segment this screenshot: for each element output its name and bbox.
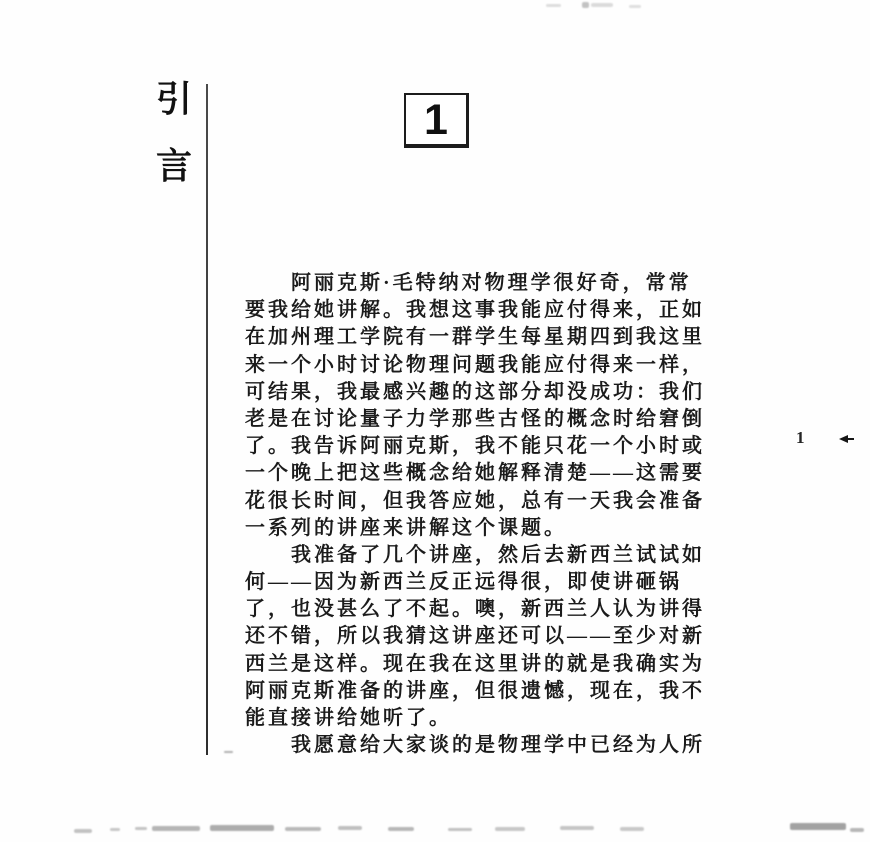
text-line: 在加州理工学院有一群学生每星期四到我这里: [245, 326, 705, 349]
scan-artifact: [546, 4, 561, 7]
text-line: 了。我告诉阿丽克斯，我不能只花一个小时或: [245, 435, 705, 458]
scan-artifact: [152, 826, 200, 831]
text-line: 我准备了几个讲座，然后去新西兰试试如: [245, 543, 705, 566]
text-line: 老是在讨论量子力学那些古怪的概念时给窘倒: [245, 407, 705, 430]
scan-artifact: [790, 823, 846, 830]
text-line: 还不错，所以我猜这讲座还可以——至少对新: [245, 625, 705, 648]
scan-artifact: [135, 827, 147, 830]
text-line: 西兰是这样。现在我在这里讲的就是我确实为: [245, 652, 705, 675]
text-line: 要我给她讲解。我想这事我能应付得来，正如: [245, 299, 705, 322]
scan-artifact: [285, 827, 321, 831]
scan-artifact: [495, 827, 525, 831]
margin-divider-rule: [206, 84, 208, 755]
scan-artifact: [110, 828, 120, 831]
text-line: 何——因为新西兰反正远得很，即使讲砸锅: [245, 571, 682, 594]
scan-artifact: [388, 827, 414, 831]
margin-title-char-top: 引: [156, 78, 193, 119]
scan-artifact: [74, 829, 92, 833]
text-line: 了，也没甚么了不起。噢，新西兰人认为讲得: [245, 598, 705, 621]
text-line: 一系列的讲座来讲解这个课题。: [245, 516, 567, 539]
text-line: 我愿意给大家谈的是物理学中已经为人所: [245, 734, 705, 757]
arrow-head: [839, 435, 848, 443]
margin-title-char-bottom: 言: [156, 145, 193, 186]
text-line: 来一个小时讨论物理问题我能应付得来一样，: [245, 353, 705, 376]
margin-arrow-icon: [839, 435, 854, 443]
scan-artifact: [620, 827, 644, 831]
scan-artifact: [338, 826, 362, 830]
body-text-block: [245, 270, 715, 759]
chapter-margin-title: [156, 80, 192, 185]
scan-artifact: [210, 825, 274, 831]
scan-artifact: [591, 3, 613, 7]
text-line: 可结果，我最感兴趣的这部分却没成功：我们: [245, 380, 705, 403]
page-number: 1: [796, 428, 805, 447]
scan-artifact: [582, 2, 589, 8]
scan-artifact: [448, 828, 472, 831]
scan-artifact: [629, 5, 641, 8]
chapter-number-box: [404, 93, 469, 148]
text-line: 能直接讲给她听了。: [245, 707, 452, 729]
arrow-tail: [848, 438, 854, 440]
text-line: 花很长时间，但我答应她，总有一天我会准备: [245, 489, 705, 512]
text-line: 阿丽克斯·毛特纳对物理学很好奇，常常: [245, 272, 692, 294]
scan-artifact: [850, 828, 864, 832]
text-line: 阿丽克斯准备的讲座，但很遗憾，现在，我不: [245, 679, 705, 702]
scan-artifact: [224, 751, 233, 753]
chapter-number: 1: [424, 96, 448, 144]
text-line: 一个晚上把这些概念给她解释清楚——这需要: [245, 462, 705, 485]
scan-artifact: [560, 826, 594, 830]
